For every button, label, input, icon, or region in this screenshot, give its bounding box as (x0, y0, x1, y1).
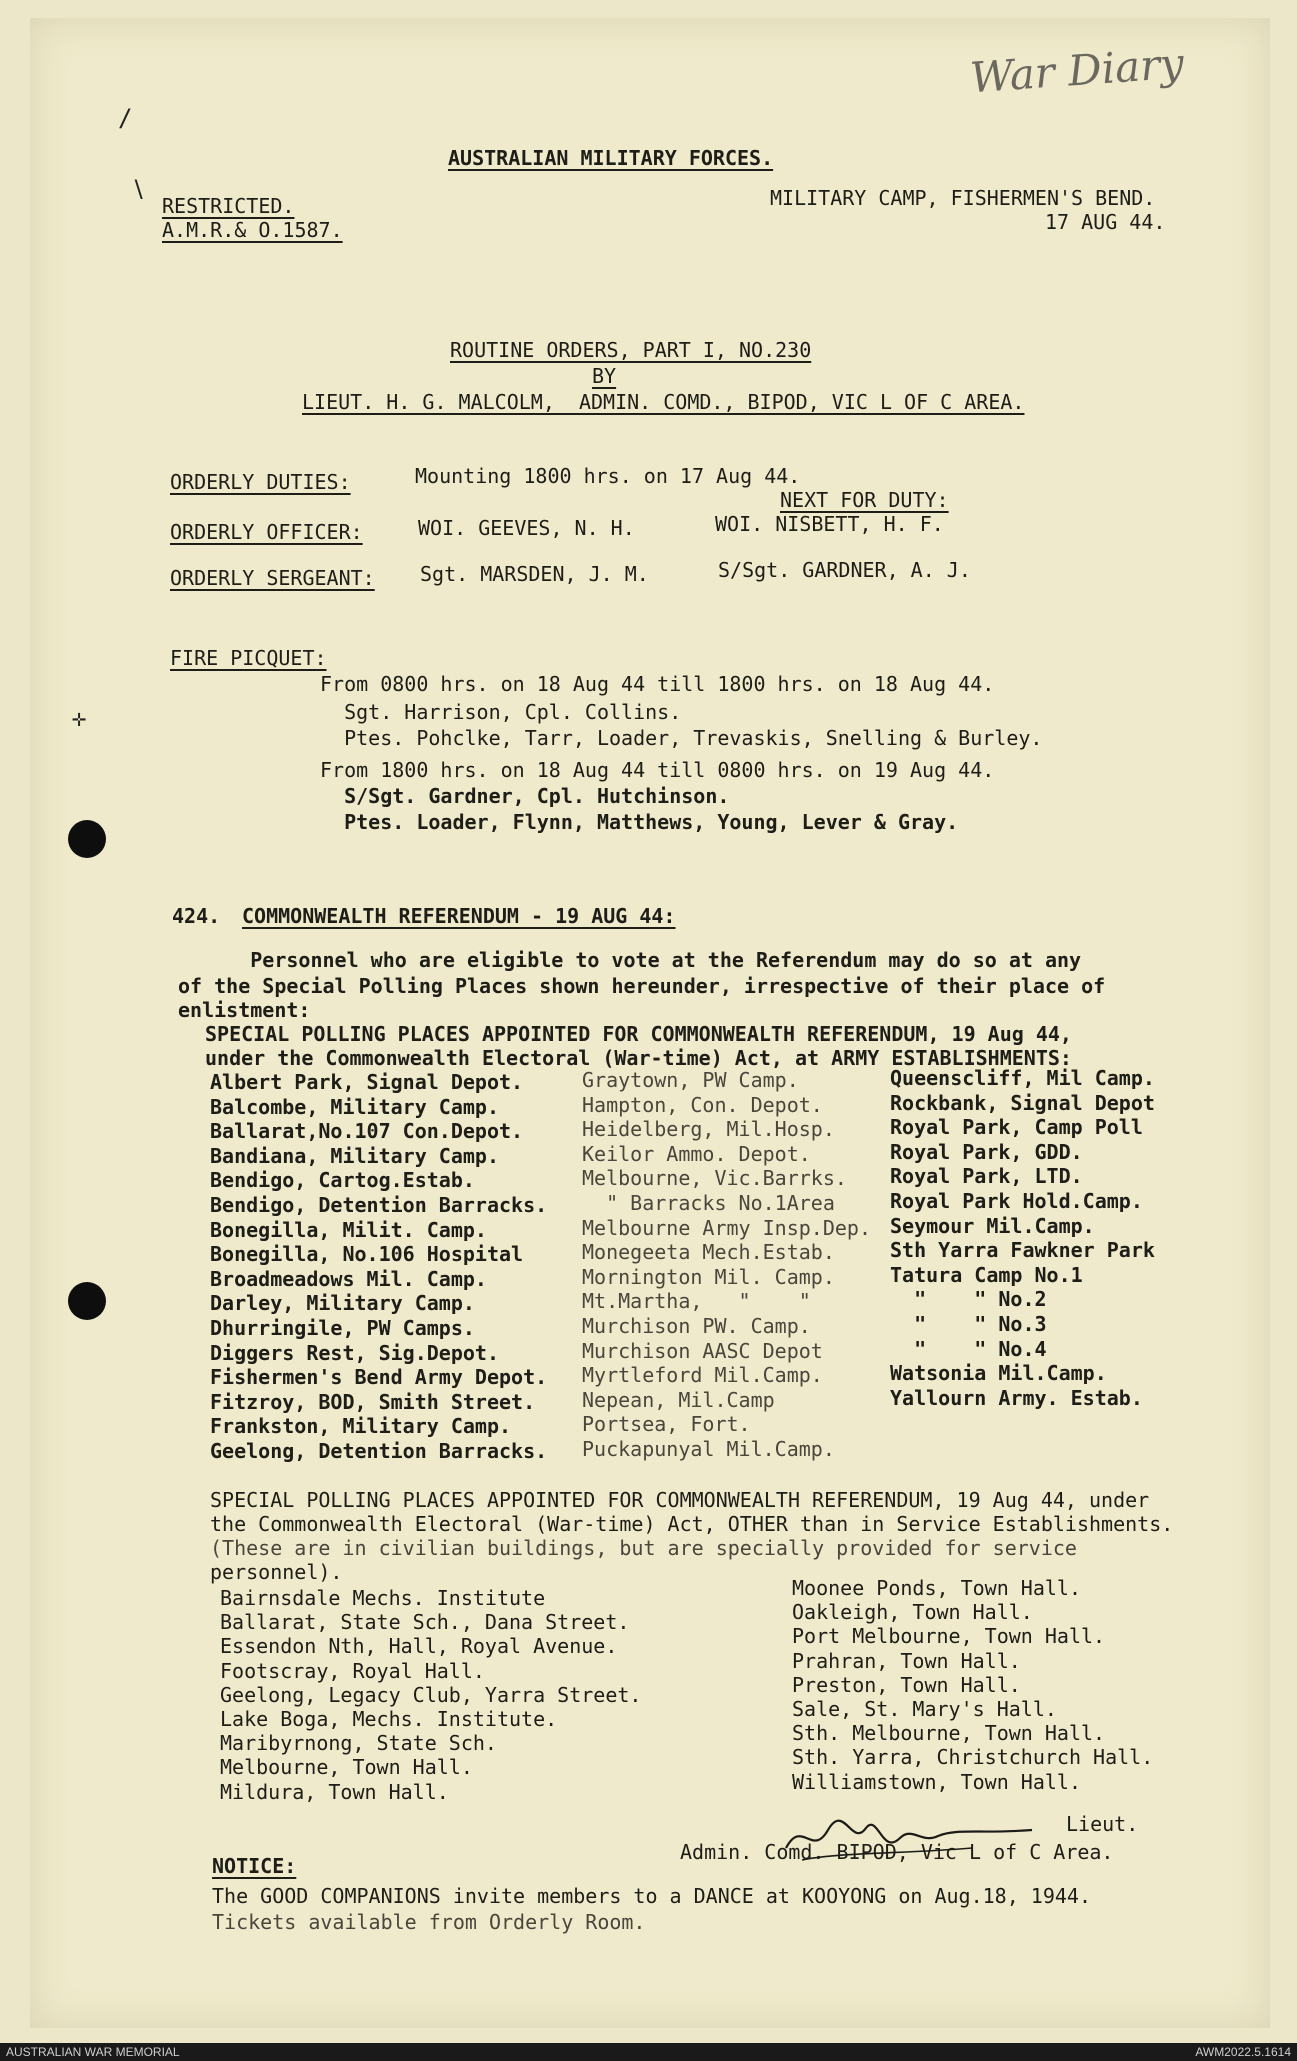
army-places-heading: SPECIAL POLLING PLACES APPOINTED FOR COMMONWEALTH REFERENDUM, 19 Aug 44, (205, 1022, 1072, 1046)
polling-place: Lake Boga, Mechs. Institute. (220, 1707, 558, 1731)
orderly-duties-value: Mounting 1800 hrs. on 17 Aug 44. (415, 464, 801, 488)
polling-place: " " No.4 (890, 1336, 1047, 1361)
civil-places-heading: SPECIAL POLLING PLACES APPOINTED FOR COMMONWEALTH REFERENDUM, 19 Aug 44, under (210, 1488, 1150, 1512)
polling-place: Bonegilla, No.106 Hospital (210, 1242, 524, 1267)
notice-line: Tickets available from Orderly Room. (212, 1910, 646, 1934)
polling-place: Prahran, Town Hall. (792, 1648, 1021, 1673)
polling-place: Sth Yarra Fawkner Park (890, 1238, 1155, 1263)
polling-place: Myrtleford Mil.Camp. (582, 1363, 823, 1388)
polling-place: Keilor Ammo. Depot. (582, 1141, 811, 1166)
orders-title: ROUTINE ORDERS, PART I, NO.230 (450, 338, 812, 362)
document-date: 17 AUG 44. (1045, 210, 1166, 234)
fire-picquet-label: FIRE PICQUET: (170, 646, 327, 670)
polling-place: Royal Park, LTD. (890, 1164, 1083, 1189)
fire-picquet-line: Ptes. Pohclke, Tarr, Loader, Trevaskis, Snelling & Burley. (320, 726, 1043, 750)
next-for-duty-label: NEXT FOR DUTY: (780, 488, 949, 512)
polling-place: Oakleigh, Town Hall. (792, 1600, 1033, 1625)
punch-hole (68, 820, 106, 858)
polling-place: Preston, Town Hall. (792, 1672, 1021, 1697)
fire-picquet-line: From 0800 hrs. on 18 Aug 44 till 1800 hrs. on 18 Aug 44. (320, 672, 995, 696)
pin-mark: ✛ (72, 704, 87, 732)
footer-left: AUSTRALIAN WAR MEMORIAL (6, 2045, 180, 2059)
polling-place: Mt.Martha, " " (582, 1289, 811, 1314)
item-number: 424. (172, 904, 221, 928)
civil-places-heading: (These are in civilian buildings, but are specially provided for service (210, 1536, 1077, 1560)
polling-place: Essendon Nth, Hall, Royal Avenue. (220, 1634, 618, 1659)
polling-place: Diggers Rest, Sig.Depot. (210, 1340, 499, 1365)
polling-place: Melbourne Army Insp.Dep. (582, 1215, 871, 1240)
polling-place: Mornington Mil. Camp. (582, 1264, 835, 1289)
polling-place: Albert Park, Signal Depot. (210, 1070, 524, 1094)
polling-place: Rockbank, Signal Depot (890, 1090, 1155, 1115)
pin-mark: ∖ (130, 176, 146, 204)
polling-place: " " No.3 (890, 1312, 1047, 1336)
orderly-sergeant-label: ORDERLY SERGEANT: (170, 566, 375, 590)
army-places-heading: under the Commonwealth Electoral (War-time) Act, at ARMY ESTABLISHMENTS: (205, 1046, 1072, 1070)
handwritten-annotation: War Diary (968, 38, 1186, 103)
orders-by: BY (592, 364, 617, 388)
polling-place: Footscray, Royal Hall. (220, 1658, 485, 1683)
orderly-officer-value: WOI. GEEVES, N. H. (418, 516, 635, 540)
polling-place: " Barracks No.1Area (582, 1191, 835, 1215)
camp-location: MILITARY CAMP, FISHERMEN'S BEND. (770, 186, 1156, 210)
polling-place: Bandiana, Military Camp. (210, 1143, 499, 1168)
notice-line: The GOOD COMPANIONS invite members to a DANCE at KOOYONG on Aug.18, 1944. (212, 1884, 1091, 1908)
polling-place: Nepean, Mil.Camp (582, 1387, 775, 1412)
polling-place: Dhurringile, PW Camps. (210, 1316, 475, 1340)
polling-place: Mildura, Town Hall. (220, 1779, 449, 1804)
polling-place: Portsea, Fort. (582, 1412, 751, 1437)
orders-commander: LIEUT. H. G. MALCOLM, ADMIN. COMD., BIPOD, VIC L OF C AREA. (302, 390, 1025, 414)
polling-place: Frankston, Military Camp. (210, 1414, 512, 1439)
polling-place: Bairnsdale Mechs. Institute (220, 1586, 546, 1610)
polling-place: Royal Park, Camp Poll (890, 1115, 1143, 1140)
polling-place: Maribyrnong, State Sch. (220, 1731, 497, 1756)
signature-rank: Lieut. (1066, 1812, 1139, 1836)
fire-picquet-line: From 1800 hrs. on 18 Aug 44 till 0800 hrs. on 19 Aug 44. (320, 758, 995, 782)
polling-place: Fishermen's Bend Army Depot. (210, 1365, 548, 1390)
intro-line: enlistment: (178, 998, 311, 1022)
polling-place: Fitzroy, BOD, Smith Street. (210, 1389, 536, 1414)
document-page (30, 18, 1270, 2028)
polling-place: Royal Park Hold.Camp. (890, 1189, 1143, 1213)
restricted-label: RESTRICTED. (162, 194, 295, 218)
intro-line: Personnel who are eligible to vote at the Referendum may do so at any (178, 948, 1082, 972)
polling-place: Bendigo, Cartog.Estab. (210, 1168, 475, 1193)
archive-footer (0, 2043, 1297, 2061)
polling-place: Broadmeadows Mil. Camp. (210, 1266, 487, 1291)
polling-place: Monegeeta Mech.Estab. (582, 1240, 835, 1265)
polling-place: Geelong, Detention Barracks. (210, 1439, 548, 1463)
polling-place: Sth. Yarra, Christchurch Hall. (792, 1745, 1154, 1770)
polling-place: Ballarat, State Sch., Dana Street. (220, 1610, 630, 1635)
fire-picquet-line: Ptes. Loader, Flynn, Matthews, Young, Lever & Gray. (320, 810, 959, 834)
polling-place: Heidelberg, Mil.Hosp. (582, 1117, 835, 1142)
fire-picquet-line: Sgt. Harrison, Cpl. Collins. (320, 700, 682, 724)
polling-place: Watsonia Mil.Camp. (890, 1361, 1107, 1386)
polling-place: Ballarat,No.107 Con.Depot. (210, 1119, 524, 1144)
polling-place: Moonee Ponds, Town Hall. (792, 1576, 1081, 1600)
civil-places-heading: personnel). (210, 1560, 343, 1584)
header-title: AUSTRALIAN MILITARY FORCES. (448, 146, 774, 170)
polling-place: Murchison AASC Depot (582, 1338, 823, 1363)
polling-place: Queenscliff, Mil Camp. (890, 1066, 1155, 1090)
polling-place: Graytown, PW Camp. (582, 1068, 799, 1092)
notice-label: NOTICE: (212, 1854, 297, 1878)
punch-hole (68, 1282, 106, 1320)
polling-place: Bonegilla, Milit. Camp. (210, 1217, 487, 1242)
polling-place: Royal Park, GDD. (890, 1139, 1083, 1164)
polling-place: Port Melbourne, Town Hall. (792, 1624, 1106, 1649)
polling-place: Melbourne, Town Hall. (220, 1755, 473, 1780)
fire-picquet-line: S/Sgt. Gardner, Cpl. Hutchinson. (320, 784, 730, 808)
item-heading: COMMONWEALTH REFERENDUM - 19 AUG 44: (242, 904, 676, 928)
polling-place: Darley, Military Camp. (210, 1291, 475, 1316)
polling-place: Yallourn Army. Estab. (890, 1385, 1143, 1410)
pin-mark: / (118, 104, 133, 132)
civil-places-heading: the Commonwealth Electoral (War-time) Act, OTHER than in Service Establishments. (210, 1512, 1174, 1536)
polling-place: Williamstown, Town Hall. (792, 1769, 1081, 1794)
signature-title: Admin. Comd. BIPOD, Vic L of C Area. (680, 1840, 1114, 1864)
polling-place: Balcombe, Military Camp. (210, 1094, 499, 1119)
polling-place: " " No.2 (890, 1287, 1047, 1312)
amr-reference: A.M.R.& O.1587. (162, 218, 343, 242)
polling-place: Hampton, Con. Depot. (582, 1092, 823, 1117)
footer-right: AWM2022.5.1614 (1195, 2045, 1291, 2059)
polling-place: Murchison PW. Camp. (582, 1314, 811, 1338)
orderly-sergeant-next: S/Sgt. GARDNER, A. J. (718, 558, 971, 582)
polling-place: Puckapunyal Mil.Camp. (582, 1437, 835, 1461)
orderly-duties-label: ORDERLY DUTIES: (170, 470, 351, 494)
polling-place: Sale, St. Mary's Hall. (792, 1697, 1057, 1721)
polling-place: Tatura Camp No.1 (890, 1262, 1083, 1287)
polling-place: Bendigo, Detention Barracks. (210, 1193, 548, 1217)
orderly-sergeant-value: Sgt. MARSDEN, J. M. (420, 562, 649, 586)
polling-place: Seymour Mil.Camp. (890, 1213, 1095, 1238)
polling-place: Geelong, Legacy Club, Yarra Street. (220, 1682, 642, 1707)
orderly-officer-next: WOI. NISBETT, H. F. (715, 512, 944, 536)
intro-line: of the Special Polling Places shown hereunder, irrespective of their place of (178, 974, 1106, 998)
orderly-officer-label: ORDERLY OFFICER: (170, 520, 363, 544)
polling-place: Melbourne, Vic.Barrks. (582, 1166, 847, 1191)
polling-place: Sth. Melbourne, Town Hall. (792, 1721, 1106, 1746)
